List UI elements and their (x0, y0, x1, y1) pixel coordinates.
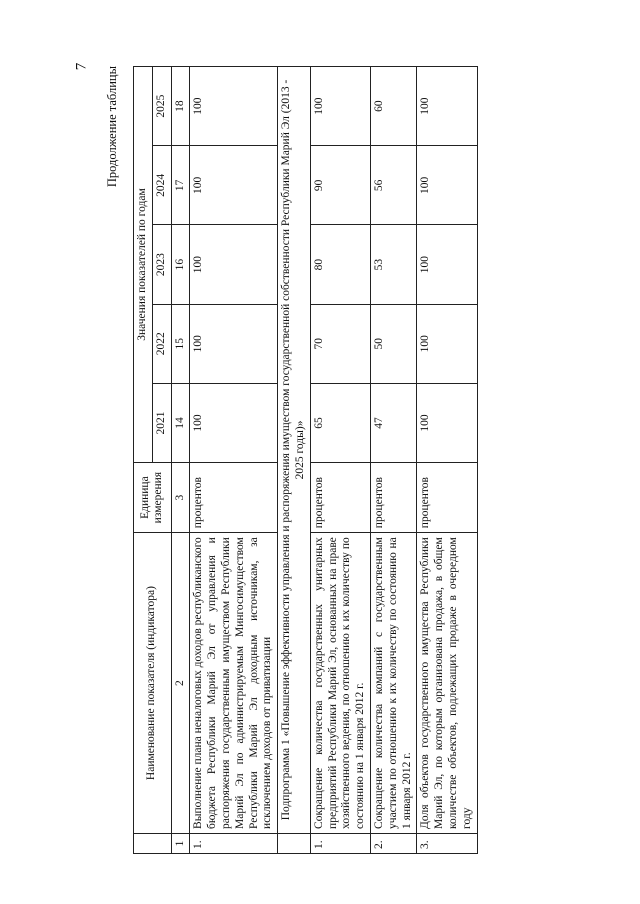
row-num: 2. (370, 833, 416, 853)
column-number: 15 (171, 304, 190, 383)
row-value: 90 (310, 146, 370, 225)
column-number: 14 (171, 383, 190, 462)
row-name: Сокращение количества компаний с государственным участием по отношению к их количеству по состоянию на 1 января 2012 г. (370, 533, 416, 834)
row-value: 70 (310, 304, 370, 383)
column-numbers-row (171, 67, 190, 854)
subprogram-title: Подпрограмма 1 «Повышение эффективности управления и распоряжения имуществом государственной собственности Республики Марий Эл (2013 - 2025 годы)» (278, 67, 311, 834)
row-value: 100 (417, 225, 477, 304)
row-value: 100 (190, 383, 278, 462)
row-unit: процентов (190, 463, 278, 533)
header-name: Наименование показателя (индикатора) (134, 533, 172, 834)
row-num: 3. (417, 833, 477, 853)
table-row (310, 67, 370, 854)
row-value: 100 (190, 225, 278, 304)
header-year: 2024 (152, 146, 171, 225)
table-row (370, 67, 416, 854)
row-value: 80 (310, 225, 370, 304)
row-name: Доля объектов государственного имущества Республики Марий Эл, по которым организована продажа, в общем количестве объектов, подлежащих продаже в очередном году (417, 533, 477, 834)
row-value: 50 (370, 304, 416, 383)
column-number: 3 (171, 463, 190, 533)
row-value: 100 (190, 67, 278, 146)
row-value: 65 (310, 383, 370, 462)
row-num: 1. (310, 833, 370, 853)
row-name: Выполнение плана неналоговых доходов республиканского бюджета Республики Марий Эл от управления и распоряжения государственным имуществом Республики Марий Эл по администрируемым Мингосимуществом Республики Марий Эл доходным источникам, за исключением доходов от приватизации (190, 533, 278, 834)
header-unit: Единица измерения (134, 463, 172, 533)
row-value: 100 (190, 304, 278, 383)
header-year: 2021 (152, 383, 171, 462)
header-values: Значения показателей по годам (134, 67, 153, 463)
subprogram-row (278, 67, 311, 854)
column-number: 2 (171, 533, 190, 834)
indicators-table (133, 66, 478, 854)
table-row (417, 67, 477, 854)
column-number: 17 (171, 146, 190, 225)
row-value: 100 (417, 67, 477, 146)
header-year: 2023 (152, 225, 171, 304)
row-value: 47 (370, 383, 416, 462)
row-value: 53 (370, 225, 416, 304)
header-row (134, 67, 153, 854)
row-num: 1. (190, 833, 278, 853)
page-number: 7 (73, 62, 90, 71)
header-year: 2022 (152, 304, 171, 383)
column-number: 16 (171, 225, 190, 304)
header-year: 2025 (152, 67, 171, 146)
header-num (134, 833, 172, 853)
rotated-table-sheet (105, 60, 625, 860)
row-unit: процентов (310, 463, 370, 533)
row-value: 56 (370, 146, 416, 225)
row-unit: процентов (417, 463, 477, 533)
row-value: 100 (417, 383, 477, 462)
continuation-label: Продолжение таблицы (105, 66, 119, 188)
row-unit: процентов (370, 463, 416, 533)
row-value: 100 (190, 146, 278, 225)
column-number: 1 (171, 833, 190, 853)
row-value: 100 (417, 304, 477, 383)
column-number: 18 (171, 67, 190, 146)
row-name: Сокращение количества государственных унитарных предприятий Республики Марий Эл, основанных на праве хозяйственного ведения, по отношению к их количеству по состоянию на 1 января 2012 г. (310, 533, 370, 834)
row-value: 100 (417, 146, 477, 225)
row-value: 100 (310, 67, 370, 146)
row-value: 60 (370, 67, 416, 146)
table-row (190, 67, 278, 854)
